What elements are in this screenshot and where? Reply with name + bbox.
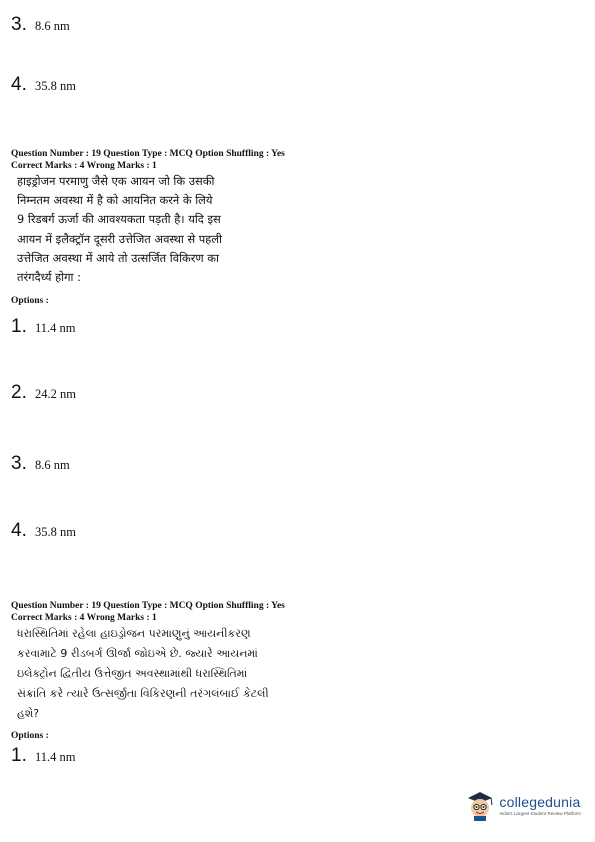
question-marks: Correct Marks : 4 Wrong Marks : 1: [11, 161, 157, 171]
question-line: ઇલેક્ટ્રોન દ્વિતીય ઉત્તેજીત અવસ્થામાંથી ધરાસ્થિતિમાં: [17, 667, 248, 680]
question-marks: Correct Marks : 4 Wrong Marks : 1: [11, 613, 157, 623]
option-number: 1.: [11, 316, 27, 337]
graduate-mascot-icon: [465, 789, 495, 821]
option-value: 24.2 nm: [35, 387, 76, 401]
option-number: 2.: [11, 382, 27, 403]
options-label: Options :: [11, 296, 49, 306]
option-number: 1.: [11, 745, 27, 766]
question-line: आयन में इलैक्ट्रॉन दूसरी उत्तेजित अवस्था से पहली: [17, 231, 222, 246]
question-line: 9 रिडबर्ग ऊर्जा की आवश्यकता पड़ती है। यदि इस: [17, 212, 221, 227]
collegedunia-logo: [465, 789, 581, 821]
question-line: કરવામાટે 9 રીડબર્ગ ઊર્જા જોઇએ છે. જ્યારે આયનમાં: [17, 647, 258, 660]
option-value: 35.8 nm: [35, 79, 76, 93]
option-4[interactable]: [11, 520, 76, 542]
question-line: સંક્રાંતિ કરે ત્યારે ઉત્સર્જીતા વિકિરણની તરંગલંબાઈ કેટલી: [17, 687, 269, 700]
option-value: 8.6 nm: [35, 458, 70, 472]
question-header: Question Number : 19 Question Type : MCQ Option Shuffling : Yes: [11, 601, 285, 611]
option-number: 4.: [11, 74, 27, 95]
question-line: हाइड्रोजन परमाणु जैसे एक आयन जो कि उसकी: [17, 174, 215, 188]
option-number: 3.: [11, 14, 27, 35]
logo-name: collegedunia: [499, 794, 581, 810]
logo-tagline: India's Largest Student Review Platform: [499, 811, 581, 816]
question-line: निम्नतम अवस्था में है को आयनित करने के लिये: [17, 193, 213, 208]
question-line: उत्तेजित अवस्था में आये तो उत्सर्जित विकिरण का: [17, 250, 219, 265]
option-4-prev: [11, 74, 76, 96]
option-number: 3.: [11, 453, 27, 474]
question-line: હશે?: [17, 707, 40, 720]
options-label: Options :: [11, 731, 49, 741]
question-text-gujarati: [17, 624, 269, 724]
option-value: 8.6 nm: [35, 19, 70, 33]
option-1[interactable]: [11, 745, 76, 767]
question-header: Question Number : 19 Question Type : MCQ Option Shuffling : Yes: [11, 149, 285, 159]
option-1[interactable]: [11, 316, 76, 338]
question-line: तरंगदैर्ध्य होगा :: [17, 270, 81, 285]
option-3[interactable]: [11, 453, 70, 475]
option-2[interactable]: [11, 382, 76, 404]
option-value: 11.4 nm: [35, 750, 76, 764]
option-value: 11.4 nm: [35, 321, 76, 335]
question-text-hindi: [17, 172, 222, 287]
option-number: 4.: [11, 520, 27, 541]
option-value: 35.8 nm: [35, 525, 76, 539]
question-line: ધરાસ્થિતિમાં રહેલા હાઇડ્રોજન પરમાણુનું આયનીકરણ: [17, 627, 251, 640]
option-3-prev: [11, 14, 70, 36]
